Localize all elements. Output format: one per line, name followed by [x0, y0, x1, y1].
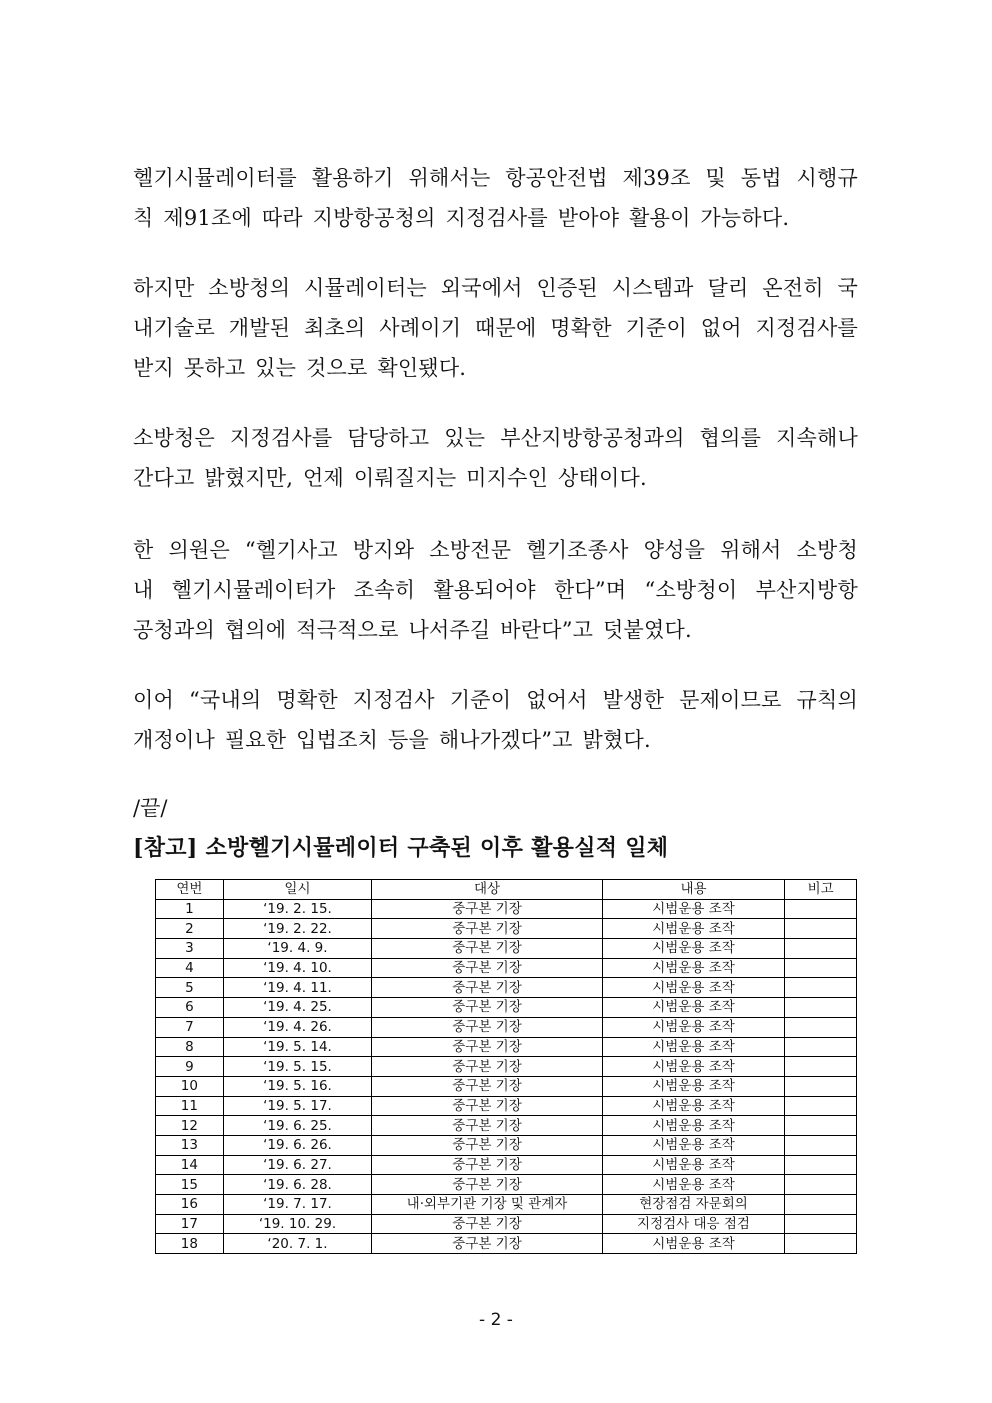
cell-target: 중구본 기장 — [372, 939, 603, 959]
cell-date: ‘19. 5. 15. — [223, 1057, 372, 1077]
cell-note — [785, 1135, 857, 1155]
header-cell-date: 일시 — [223, 880, 372, 900]
cell-content: 시범운용 조작 — [602, 899, 785, 919]
cell-number: 13 — [156, 1135, 224, 1155]
table-row — [156, 1234, 857, 1254]
cell-number: 4 — [156, 958, 224, 978]
paragraph-4 — [133, 530, 858, 650]
table-row — [156, 978, 857, 998]
page-number: - 2 - — [479, 1310, 513, 1330]
paragraph-line: 받지 못하고 있는 것으로 확인됐다. — [133, 356, 467, 380]
cell-target: 중구본 기장 — [372, 919, 603, 939]
cell-number: 11 — [156, 1096, 224, 1116]
table-body — [156, 899, 857, 1253]
cell-number: 8 — [156, 1037, 224, 1057]
cell-note — [785, 1234, 857, 1254]
cell-note — [785, 1017, 857, 1037]
cell-note — [785, 1116, 857, 1136]
cell-note — [785, 998, 857, 1018]
cell-number: 12 — [156, 1116, 224, 1136]
cell-content: 시범운용 조작 — [602, 1116, 785, 1136]
paragraph-line: 칙 제91조에 따라 지방항공청의 지정검사를 받아야 활용이 가능하다. — [133, 206, 790, 230]
paragraph-1 — [133, 158, 858, 238]
cell-content: 시범운용 조작 — [602, 1175, 785, 1195]
paragraph-line: 한 의원은 “헬기사고 방지와 소방전문 헬기조종사 양성을 위해서 소방청 — [133, 538, 858, 562]
table-row — [156, 1175, 857, 1195]
cell-target: 중구본 기장 — [372, 1214, 603, 1234]
table-row — [156, 919, 857, 939]
paragraph-line: 공청과의 협의에 적극적으로 나서주길 바란다”고 덧붙였다. — [133, 618, 692, 642]
cell-note — [785, 899, 857, 919]
cell-date: ‘19. 6. 28. — [223, 1175, 372, 1195]
cell-note — [785, 1037, 857, 1057]
table-row — [156, 998, 857, 1018]
table-row — [156, 1155, 857, 1175]
paragraph-line: 간다고 밝혔지만, 언제 이뤄질지는 미지수인 상태이다. — [133, 466, 647, 490]
cell-date: ‘19. 2. 22. — [223, 919, 372, 939]
cell-date: ‘19. 4. 25. — [223, 998, 372, 1018]
cell-content: 시범운용 조작 — [602, 939, 785, 959]
cell-target: 내·외부기관 기장 및 관계자 — [372, 1195, 603, 1215]
cell-date: ‘19. 5. 17. — [223, 1096, 372, 1116]
cell-content: 시범운용 조작 — [602, 1057, 785, 1077]
cell-content: 현장점검 자문회의 — [602, 1195, 785, 1215]
paragraph-5 — [133, 680, 858, 760]
cell-content: 시범운용 조작 — [602, 978, 785, 998]
cell-note — [785, 1214, 857, 1234]
cell-content: 시범운용 조작 — [602, 1017, 785, 1037]
end-mark: /끝/ — [133, 796, 168, 820]
cell-number: 15 — [156, 1175, 224, 1195]
cell-target: 중구본 기장 — [372, 1155, 603, 1175]
cell-content: 시범운용 조작 — [602, 1155, 785, 1175]
cell-date: ‘19. 2. 15. — [223, 899, 372, 919]
table-row — [156, 1195, 857, 1215]
cell-date: ‘19. 7. 17. — [223, 1195, 372, 1215]
header-cell-content: 내용 — [602, 880, 785, 900]
cell-date: ‘20. 7. 1. — [223, 1234, 372, 1254]
cell-content: 시범운용 조작 — [602, 1076, 785, 1096]
paragraph-line: 내 헬기시뮬레이터가 조속히 활용되어야 한다”며 “소방청이 부산지방항 — [133, 578, 858, 602]
cell-target: 중구본 기장 — [372, 1037, 603, 1057]
cell-target: 중구본 기장 — [372, 1135, 603, 1155]
cell-target: 중구본 기장 — [372, 1175, 603, 1195]
paragraph-line: 내기술로 개발된 최초의 사례이기 때문에 명확한 기준이 없어 지정검사를 — [133, 316, 858, 340]
cell-number: 9 — [156, 1057, 224, 1077]
cell-content: 시범운용 조작 — [602, 1096, 785, 1116]
table-row — [156, 1096, 857, 1116]
paragraph-2 — [133, 268, 858, 388]
table-row — [156, 1214, 857, 1234]
paragraph-line: 소방청은 지정검사를 담당하고 있는 부산지방항공청과의 협의를 지속해나 — [133, 426, 858, 450]
cell-content: 시범운용 조작 — [602, 919, 785, 939]
cell-content: 시범운용 조작 — [602, 958, 785, 978]
cell-number: 2 — [156, 919, 224, 939]
usage-record-table — [155, 879, 857, 1254]
cell-note — [785, 1096, 857, 1116]
cell-number: 6 — [156, 998, 224, 1018]
cell-date: ‘19. 4. 9. — [223, 939, 372, 959]
header-cell-target: 대상 — [372, 880, 603, 900]
cell-date: ‘19. 5. 14. — [223, 1037, 372, 1057]
cell-target: 중구본 기장 — [372, 1096, 603, 1116]
table-row — [156, 899, 857, 919]
cell-date: ‘19. 4. 26. — [223, 1017, 372, 1037]
table-row — [156, 958, 857, 978]
paragraph-line: 하지만 소방청의 시뮬레이터는 외국에서 인증된 시스템과 달리 온전히 국 — [133, 276, 858, 300]
cell-date: ‘19. 5. 16. — [223, 1076, 372, 1096]
cell-target: 중구본 기장 — [372, 1057, 603, 1077]
cell-content: 시범운용 조작 — [602, 1135, 785, 1155]
cell-note — [785, 1076, 857, 1096]
cell-content: 시범운용 조작 — [602, 1234, 785, 1254]
table-row — [156, 1057, 857, 1077]
cell-note — [785, 1195, 857, 1215]
header-cell-number: 연번 — [156, 880, 224, 900]
cell-date: ‘19. 4. 11. — [223, 978, 372, 998]
cell-note — [785, 958, 857, 978]
cell-note — [785, 1057, 857, 1077]
cell-target: 중구본 기장 — [372, 1076, 603, 1096]
cell-note — [785, 919, 857, 939]
cell-target: 중구본 기장 — [372, 978, 603, 998]
table-row — [156, 1037, 857, 1057]
paragraph-3 — [133, 418, 858, 498]
cell-number: 14 — [156, 1155, 224, 1175]
cell-number: 17 — [156, 1214, 224, 1234]
cell-note — [785, 939, 857, 959]
paragraph-line: 개정이나 필요한 입법조치 등을 해나가겠다”고 밝혔다. — [133, 728, 651, 752]
cell-target: 중구본 기장 — [372, 899, 603, 919]
cell-note — [785, 1175, 857, 1195]
table-row — [156, 1017, 857, 1037]
cell-number: 18 — [156, 1234, 224, 1254]
cell-number: 3 — [156, 939, 224, 959]
cell-number: 10 — [156, 1076, 224, 1096]
paragraph-line: 이어 “국내의 명확한 지정검사 기준이 없어서 발생한 문제이므로 규칙의 — [133, 688, 858, 712]
table-row — [156, 1076, 857, 1096]
reference-title: [참고] 소방헬기시뮬레이터 구축된 이후 활용실적 일체 — [133, 835, 669, 861]
cell-number: 16 — [156, 1195, 224, 1215]
cell-target: 중구본 기장 — [372, 958, 603, 978]
cell-content: 시범운용 조작 — [602, 998, 785, 1018]
paragraph-line: 헬기시뮬레이터를 활용하기 위해서는 항공안전법 제39조 및 동법 시행규 — [133, 166, 858, 190]
cell-target: 중구본 기장 — [372, 1234, 603, 1254]
cell-content: 지정검사 대응 점검 — [602, 1214, 785, 1234]
cell-date: ‘19. 4. 10. — [223, 958, 372, 978]
cell-number: 5 — [156, 978, 224, 998]
cell-number: 1 — [156, 899, 224, 919]
cell-target: 중구본 기장 — [372, 998, 603, 1018]
cell-note — [785, 1155, 857, 1175]
table-row — [156, 939, 857, 959]
cell-date: ‘19. 6. 27. — [223, 1155, 372, 1175]
table-row — [156, 1116, 857, 1136]
cell-number: 7 — [156, 1017, 224, 1037]
cell-target: 중구본 기장 — [372, 1116, 603, 1136]
cell-date: ‘19. 10. 29. — [223, 1214, 372, 1234]
cell-target: 중구본 기장 — [372, 1017, 603, 1037]
cell-note — [785, 978, 857, 998]
cell-content: 시범운용 조작 — [602, 1037, 785, 1057]
cell-date: ‘19. 6. 26. — [223, 1135, 372, 1155]
cell-date: ‘19. 6. 25. — [223, 1116, 372, 1136]
header-cell-note: 비고 — [785, 880, 857, 900]
table-header-row — [156, 880, 857, 900]
table-row — [156, 1135, 857, 1155]
